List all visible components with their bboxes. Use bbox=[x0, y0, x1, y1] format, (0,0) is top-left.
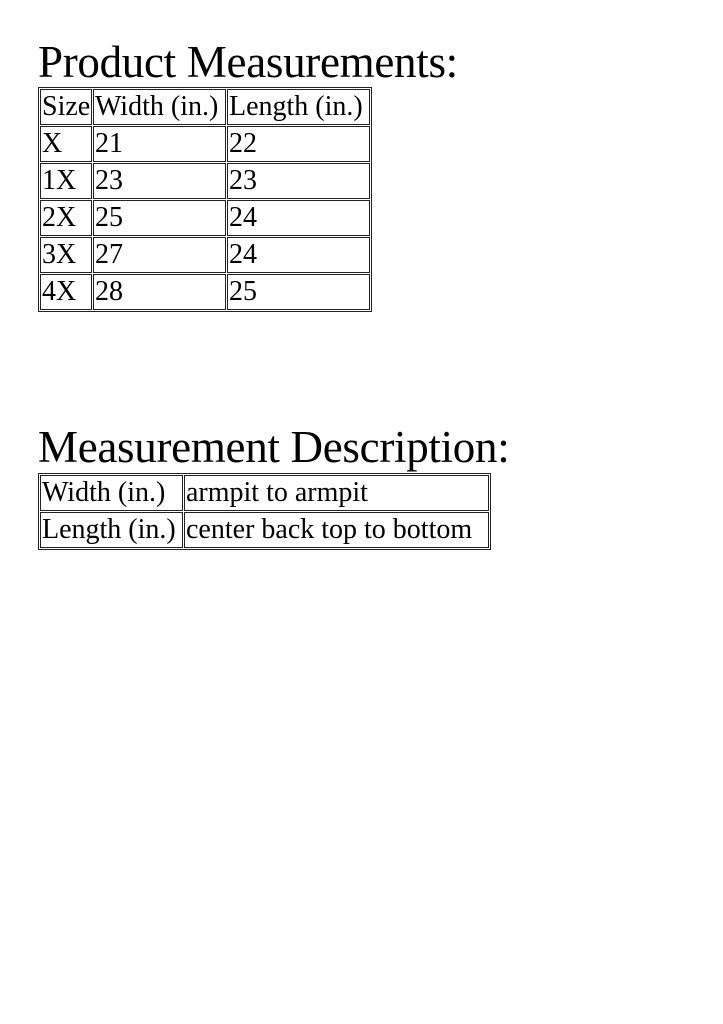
header-cell-width: Width (in.) bbox=[93, 89, 226, 125]
width-cell: 25 bbox=[93, 200, 226, 236]
table-row bbox=[40, 126, 370, 162]
table-header-row bbox=[40, 89, 370, 125]
table-row bbox=[40, 274, 370, 310]
size-cell: X bbox=[40, 126, 92, 162]
header-cell-size: Size bbox=[40, 89, 92, 125]
size-cell: 1X bbox=[40, 163, 92, 199]
size-cell: 2X bbox=[40, 200, 92, 236]
length-cell: 24 bbox=[227, 200, 370, 236]
length-cell: 23 bbox=[227, 163, 370, 199]
header-cell-length: Length (in.) bbox=[227, 89, 370, 125]
length-cell: 22 bbox=[227, 126, 370, 162]
product-measurements-table bbox=[38, 87, 372, 312]
table-row bbox=[40, 163, 370, 199]
width-cell: 23 bbox=[93, 163, 226, 199]
width-cell: 27 bbox=[93, 237, 226, 273]
product-measurements-heading: Product Measurements: bbox=[38, 37, 458, 87]
measure-description-cell: center back top to bottom bbox=[184, 512, 489, 548]
width-cell: 21 bbox=[93, 126, 226, 162]
size-cell: 3X bbox=[40, 237, 92, 273]
measure-name-cell: Width (in.) bbox=[40, 475, 183, 511]
length-cell: 24 bbox=[227, 237, 370, 273]
measurement-description-heading: Measurement Description: bbox=[38, 422, 510, 472]
table-row bbox=[40, 200, 370, 236]
size-cell: 4X bbox=[40, 274, 92, 310]
measurement-description-table bbox=[38, 473, 491, 550]
length-cell: 25 bbox=[227, 274, 370, 310]
table-row bbox=[40, 512, 489, 548]
table-row bbox=[40, 475, 489, 511]
table-row bbox=[40, 237, 370, 273]
measure-description-cell: armpit to armpit bbox=[184, 475, 489, 511]
measure-name-cell: Length (in.) bbox=[40, 512, 183, 548]
width-cell: 28 bbox=[93, 274, 226, 310]
